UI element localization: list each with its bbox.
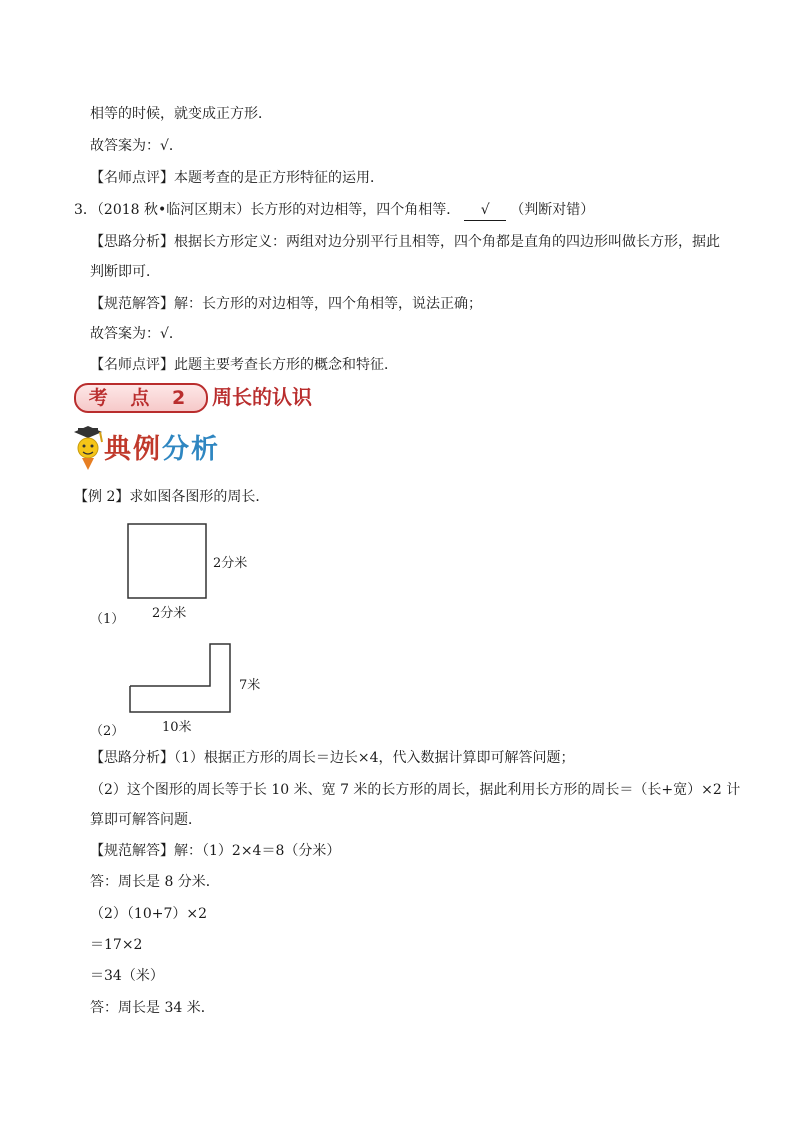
analysis-text: 根据长方形定义：两组对边分别平行且相等，四个角都是直角的四边形叫做长方形，据此 [174, 234, 720, 250]
comment-text: 此题主要考查长方形的概念和特征． [174, 357, 398, 373]
tag-label: 【规范解答】 [90, 296, 174, 312]
figure-l-shape [126, 640, 236, 716]
teacher-comment [90, 168, 384, 188]
solution-text: 解：长方形的对边相等，四个角相等，说法正确； [174, 296, 482, 312]
figure-1-side-label: 2分米 [213, 556, 248, 571]
solution-step: ＝34（米） [90, 968, 164, 984]
solution-answer-2: 答：周长是 34 米． [90, 1000, 215, 1016]
comment-text: 本题考查的是正方形特征的运用． [174, 170, 384, 186]
tag-label: 【名师点评】 [90, 170, 174, 186]
tag-label: 【思路分析】 [90, 750, 174, 766]
figure-square [126, 522, 208, 600]
tag-label: 【例 2】 [74, 489, 130, 505]
analysis-continuation: 判断即可． [90, 264, 160, 280]
example-header [104, 432, 220, 468]
example-2-prompt [74, 487, 269, 507]
question-number: 3． [74, 202, 97, 218]
tag-label: 【思路分析】 [90, 234, 174, 250]
solution-answer-1: 答：周长是 8 分米． [90, 874, 220, 890]
tag-label: 【名师点评】 [90, 357, 174, 373]
section-title: 周长的认识 [212, 385, 312, 409]
question-3 [74, 200, 594, 221]
figure-2-bottom-label: 10米 [162, 720, 192, 735]
figure-2-index: （2） [90, 724, 125, 739]
student-mascot-icon [72, 426, 104, 470]
solution-text: 解：（1）2×4＝8（分米） [174, 843, 341, 859]
tag-label: 【规范解答】 [90, 843, 174, 859]
answer-continuation: 相等的时候，就变成正方形． [90, 106, 272, 122]
example-header-red: 典例 [104, 434, 162, 465]
answer-blank: √ [464, 200, 506, 221]
prompt-text: 求如图各图形的周长． [129, 489, 270, 505]
analysis [90, 748, 575, 768]
section-banner: 考 点 2 [74, 383, 208, 413]
solution [90, 294, 482, 314]
teacher-comment [90, 355, 398, 375]
figure-1-bottom-label: 2分米 [152, 606, 187, 621]
analysis [90, 232, 720, 252]
solution [90, 841, 340, 861]
answer-line: 故答案为：√． [90, 326, 183, 342]
solution-step: ＝17×2 [90, 937, 143, 953]
figure-2-side-label: 7米 [239, 678, 261, 693]
figure-1-index: （1） [90, 612, 125, 627]
analysis-line-3: 算即可解答问题． [90, 812, 202, 828]
solution-step: （2）（10+7）×2 [90, 906, 207, 922]
question-suffix: （判断对错） [510, 202, 595, 218]
analysis-line-2: （2）这个图形的周长等于长 10 米、宽 7 米的长方形的周长，据此利用长方形的周长＝（长+宽）×2 计 [90, 782, 741, 798]
question-text: （2018 秋•临河区期末）长方形的对边相等，四个角相等． [96, 202, 461, 218]
example-header-blue: 分析 [162, 434, 220, 465]
answer-line: 故答案为：√． [90, 138, 183, 154]
analysis-text: （1）根据正方形的周长＝边长×4，代入数据计算即可解答问题； [174, 750, 575, 766]
